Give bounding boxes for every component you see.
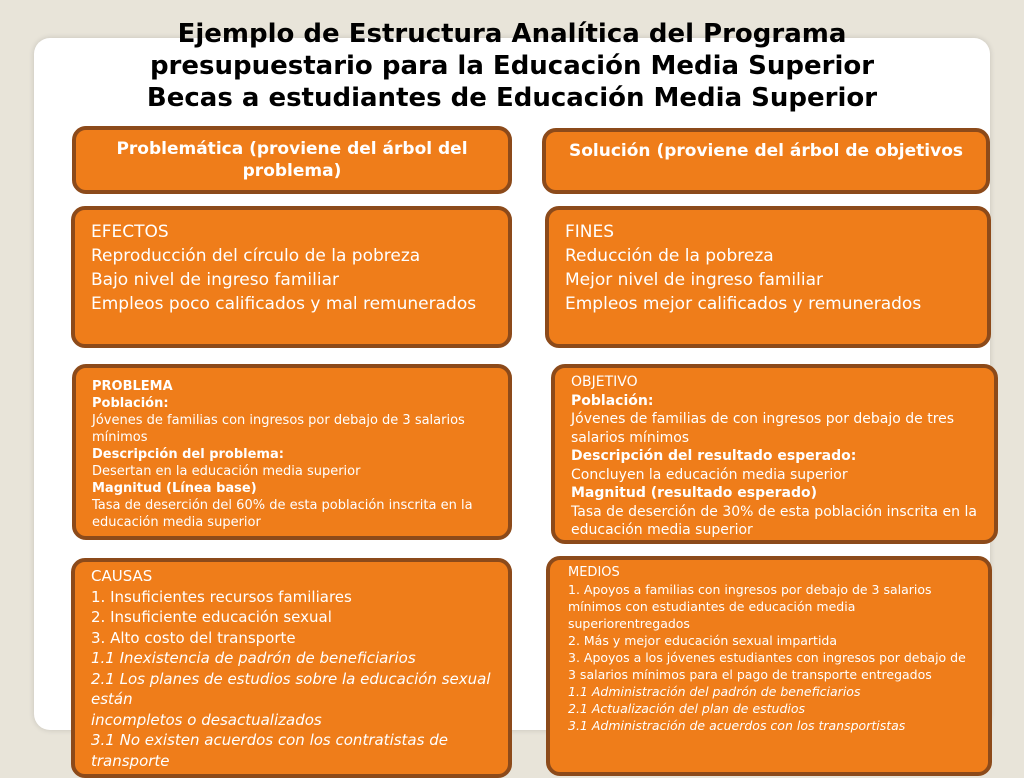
efectos-item: Reproducción del círculo de la pobreza [91, 246, 421, 266]
medios-sub-item: 1.1 Administración del padrón de beneficiarios [568, 684, 861, 699]
fines-heading: FINES [565, 222, 615, 242]
efectos-box [71, 206, 512, 348]
title-line-3: Becas a estudiantes de Educación Media Superior [146, 83, 878, 113]
magnitud-label: Magnitud (Línea base) [92, 481, 257, 496]
solucion-header-text: Solución (proviene del árbol de objetivos [569, 141, 963, 161]
title-line-2: presupuestario para la Educación Media Superior [149, 51, 875, 81]
problematica-header-text: Problemática (proviene del árbol del problema) [116, 139, 468, 181]
medios-item: 3 salarios mínimos para el pago de transporte entregados [568, 667, 932, 682]
causas-sub-item: 1.1 Inexistencia de padrón de beneficiarios [91, 649, 416, 667]
causas-sub-item: 2.1 Los planes de estudios sobre la educación sexual están [91, 669, 491, 708]
magnitud-text: Tasa de deserción del 60% de esta población inscrita en la educación media superior [92, 498, 473, 530]
descripcion-text: Desertan en la educación media superior [92, 464, 361, 479]
medios-box [546, 556, 992, 776]
medios-item: 1. Apoyos a familias con ingresos por debajo de 3 salarios mínimos con estudiantes de educación media superiorentregados [568, 582, 932, 631]
problema-box [72, 364, 512, 540]
causas-heading: CAUSAS [91, 567, 153, 585]
causas-item: 1. Insuficientes recursos familiares [91, 587, 352, 606]
solucion-header [542, 128, 990, 194]
title-line-1: Ejemplo de Estructura Analítica del Programa [177, 19, 847, 49]
efectos-item: Empleos poco calificados y mal remunerados [91, 294, 477, 314]
causas-sub-item: incompletos o desactualizados [91, 710, 322, 729]
fines-item: Empleos mejor calificados y remunerados [565, 294, 922, 314]
medios-heading: MEDIOS [568, 565, 620, 580]
causas-item: 2. Insuficiente educación sexual [91, 608, 332, 626]
medios-item: 2. Más y mejor educación sexual impartida [568, 633, 838, 648]
fines-item: Mejor nivel de ingreso familiar [565, 270, 824, 290]
magnitud-label: Magnitud (resultado esperado) [571, 485, 818, 501]
poblacion-text: Jóvenes de familias con ingresos por debajo de 3 salarios mínimos [92, 413, 465, 445]
causas-sub-item: 3.1 No existen acuerdos con los contratistas de transporte [91, 731, 448, 770]
magnitud-text: Tasa de deserción de 30% de esta población inscrita en la educación media superior [571, 503, 977, 538]
causas-item: 3. Alto costo del transporte [91, 628, 296, 647]
descripcion-label: Descripción del resultado esperado: [571, 448, 857, 464]
causas-box [71, 558, 512, 778]
fines-box [545, 206, 991, 348]
medios-item: 3. Apoyos a los jóvenes estudiantes con ingresos por debajo de [568, 650, 966, 665]
objetivo-heading: OBJETIVO [571, 374, 638, 390]
efectos-item: Bajo nivel de ingreso familiar [91, 270, 339, 290]
efectos-heading: EFECTOS [91, 222, 169, 242]
fines-item: Reducción de la pobreza [565, 246, 774, 266]
page-title [0, 18, 1024, 114]
objetivo-box [551, 364, 998, 544]
poblacion-label: Población: [571, 392, 654, 409]
medios-sub-item: 2.1 Actualización del plan de estudios [568, 701, 806, 716]
descripcion-text: Concluyen la educación media superior [571, 466, 848, 483]
descripcion-label: Descripción del problema: [92, 447, 284, 462]
problema-heading: PROBLEMA [92, 379, 173, 394]
problematica-header [72, 126, 512, 194]
medios-sub-item: 3.1 Administración de acuerdos con los transportistas [568, 718, 906, 733]
poblacion-label: Población: [92, 396, 169, 411]
poblacion-text: Jóvenes de familias de con ingresos por debajo de tres salarios mínimos [571, 411, 955, 446]
